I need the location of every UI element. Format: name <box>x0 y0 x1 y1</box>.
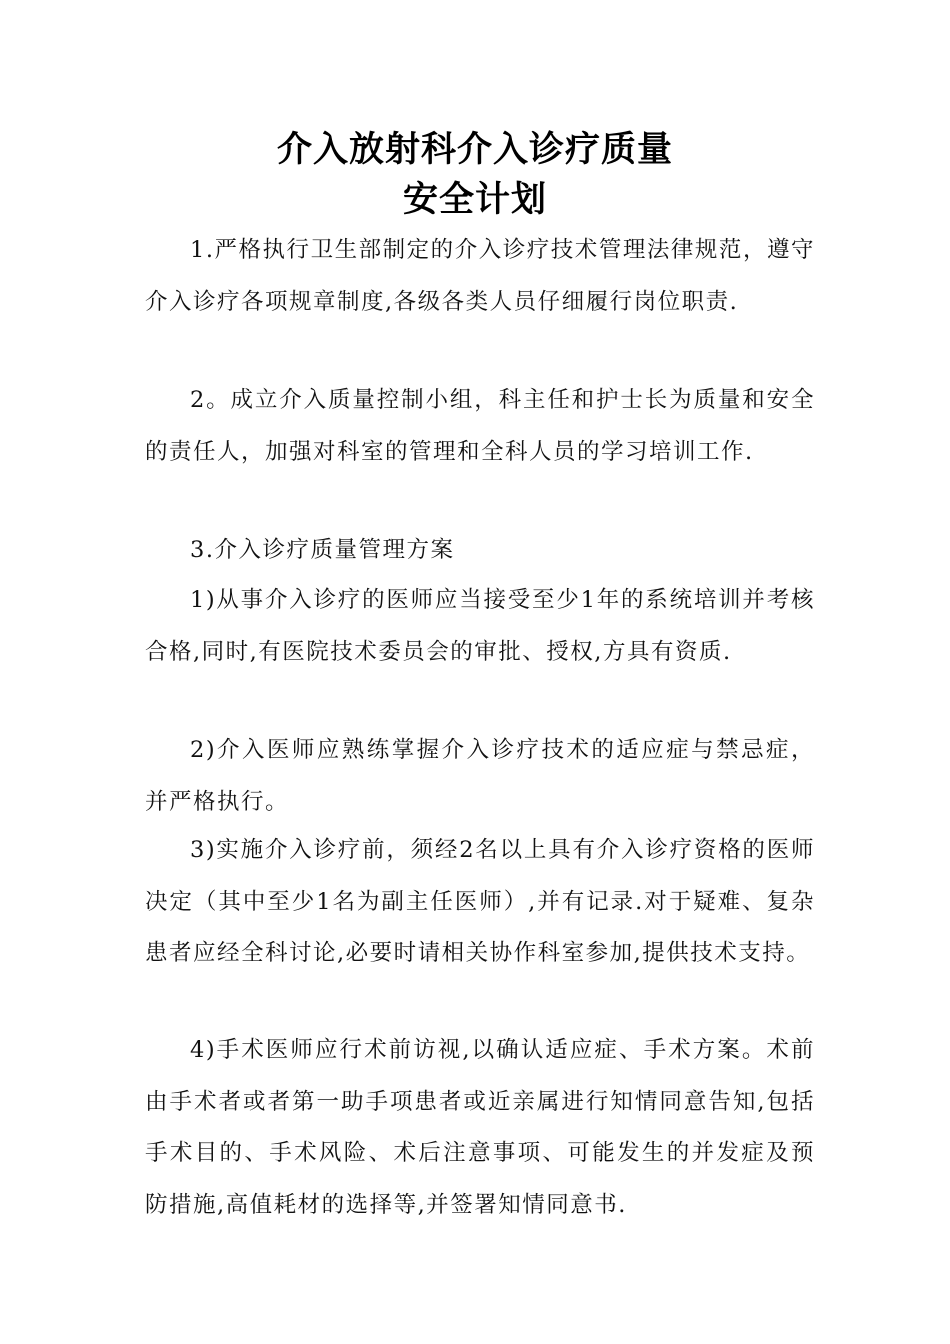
document-title-line-1: 介入放射科介入诊疗质量 <box>276 130 673 170</box>
section-heading-3: 3.介入诊疗质量管理方案 <box>190 537 455 563</box>
paragraph-3-1: 1)从事介入诊疗的医师应当接受至少1年的系统培训并考核合格,同时,有医院技术委员会的审批、授权,方具有资质. <box>145 587 815 665</box>
paragraph-2: 2。成立介入质量控制小组，科主任和护士长为质量和安全的责任人，加强对科室的管理和全科人员的学习培训工作. <box>145 387 815 465</box>
paragraph-3-4: 4)手术医师应行术前访视,以确认适应症、手术方案。术前由手术者或者第一助手项患者或近亲属进行知情同意告知,包括手术目的、手术风险、术后注意事项、可能发生的并发症及预防措施,高值耗材的选择等,并签署知情同意书. <box>145 1037 815 1218</box>
paragraph-1: 1.严格执行卫生部制定的介入诊疗技术管理法律规范，遵守介入诊疗各项规章制度,各级各类人员仔细履行岗位职责. <box>145 237 815 315</box>
document-title-line-2: 安全计划 <box>402 180 547 220</box>
paragraph-3-3: 3)实施介入诊疗前，须经2名以上具有介入诊疗资格的医师决定（其中至少1名为副主任医师）,并有记录.对于疑难、复杂患者应经全科讨论,必要时请相关协作科室参加,提供技术支持。 <box>145 837 815 966</box>
paragraph-3-2: 2)介入医师应熟练掌握介入诊疗技术的适应症与禁忌症，并严格执行。 <box>145 737 815 815</box>
